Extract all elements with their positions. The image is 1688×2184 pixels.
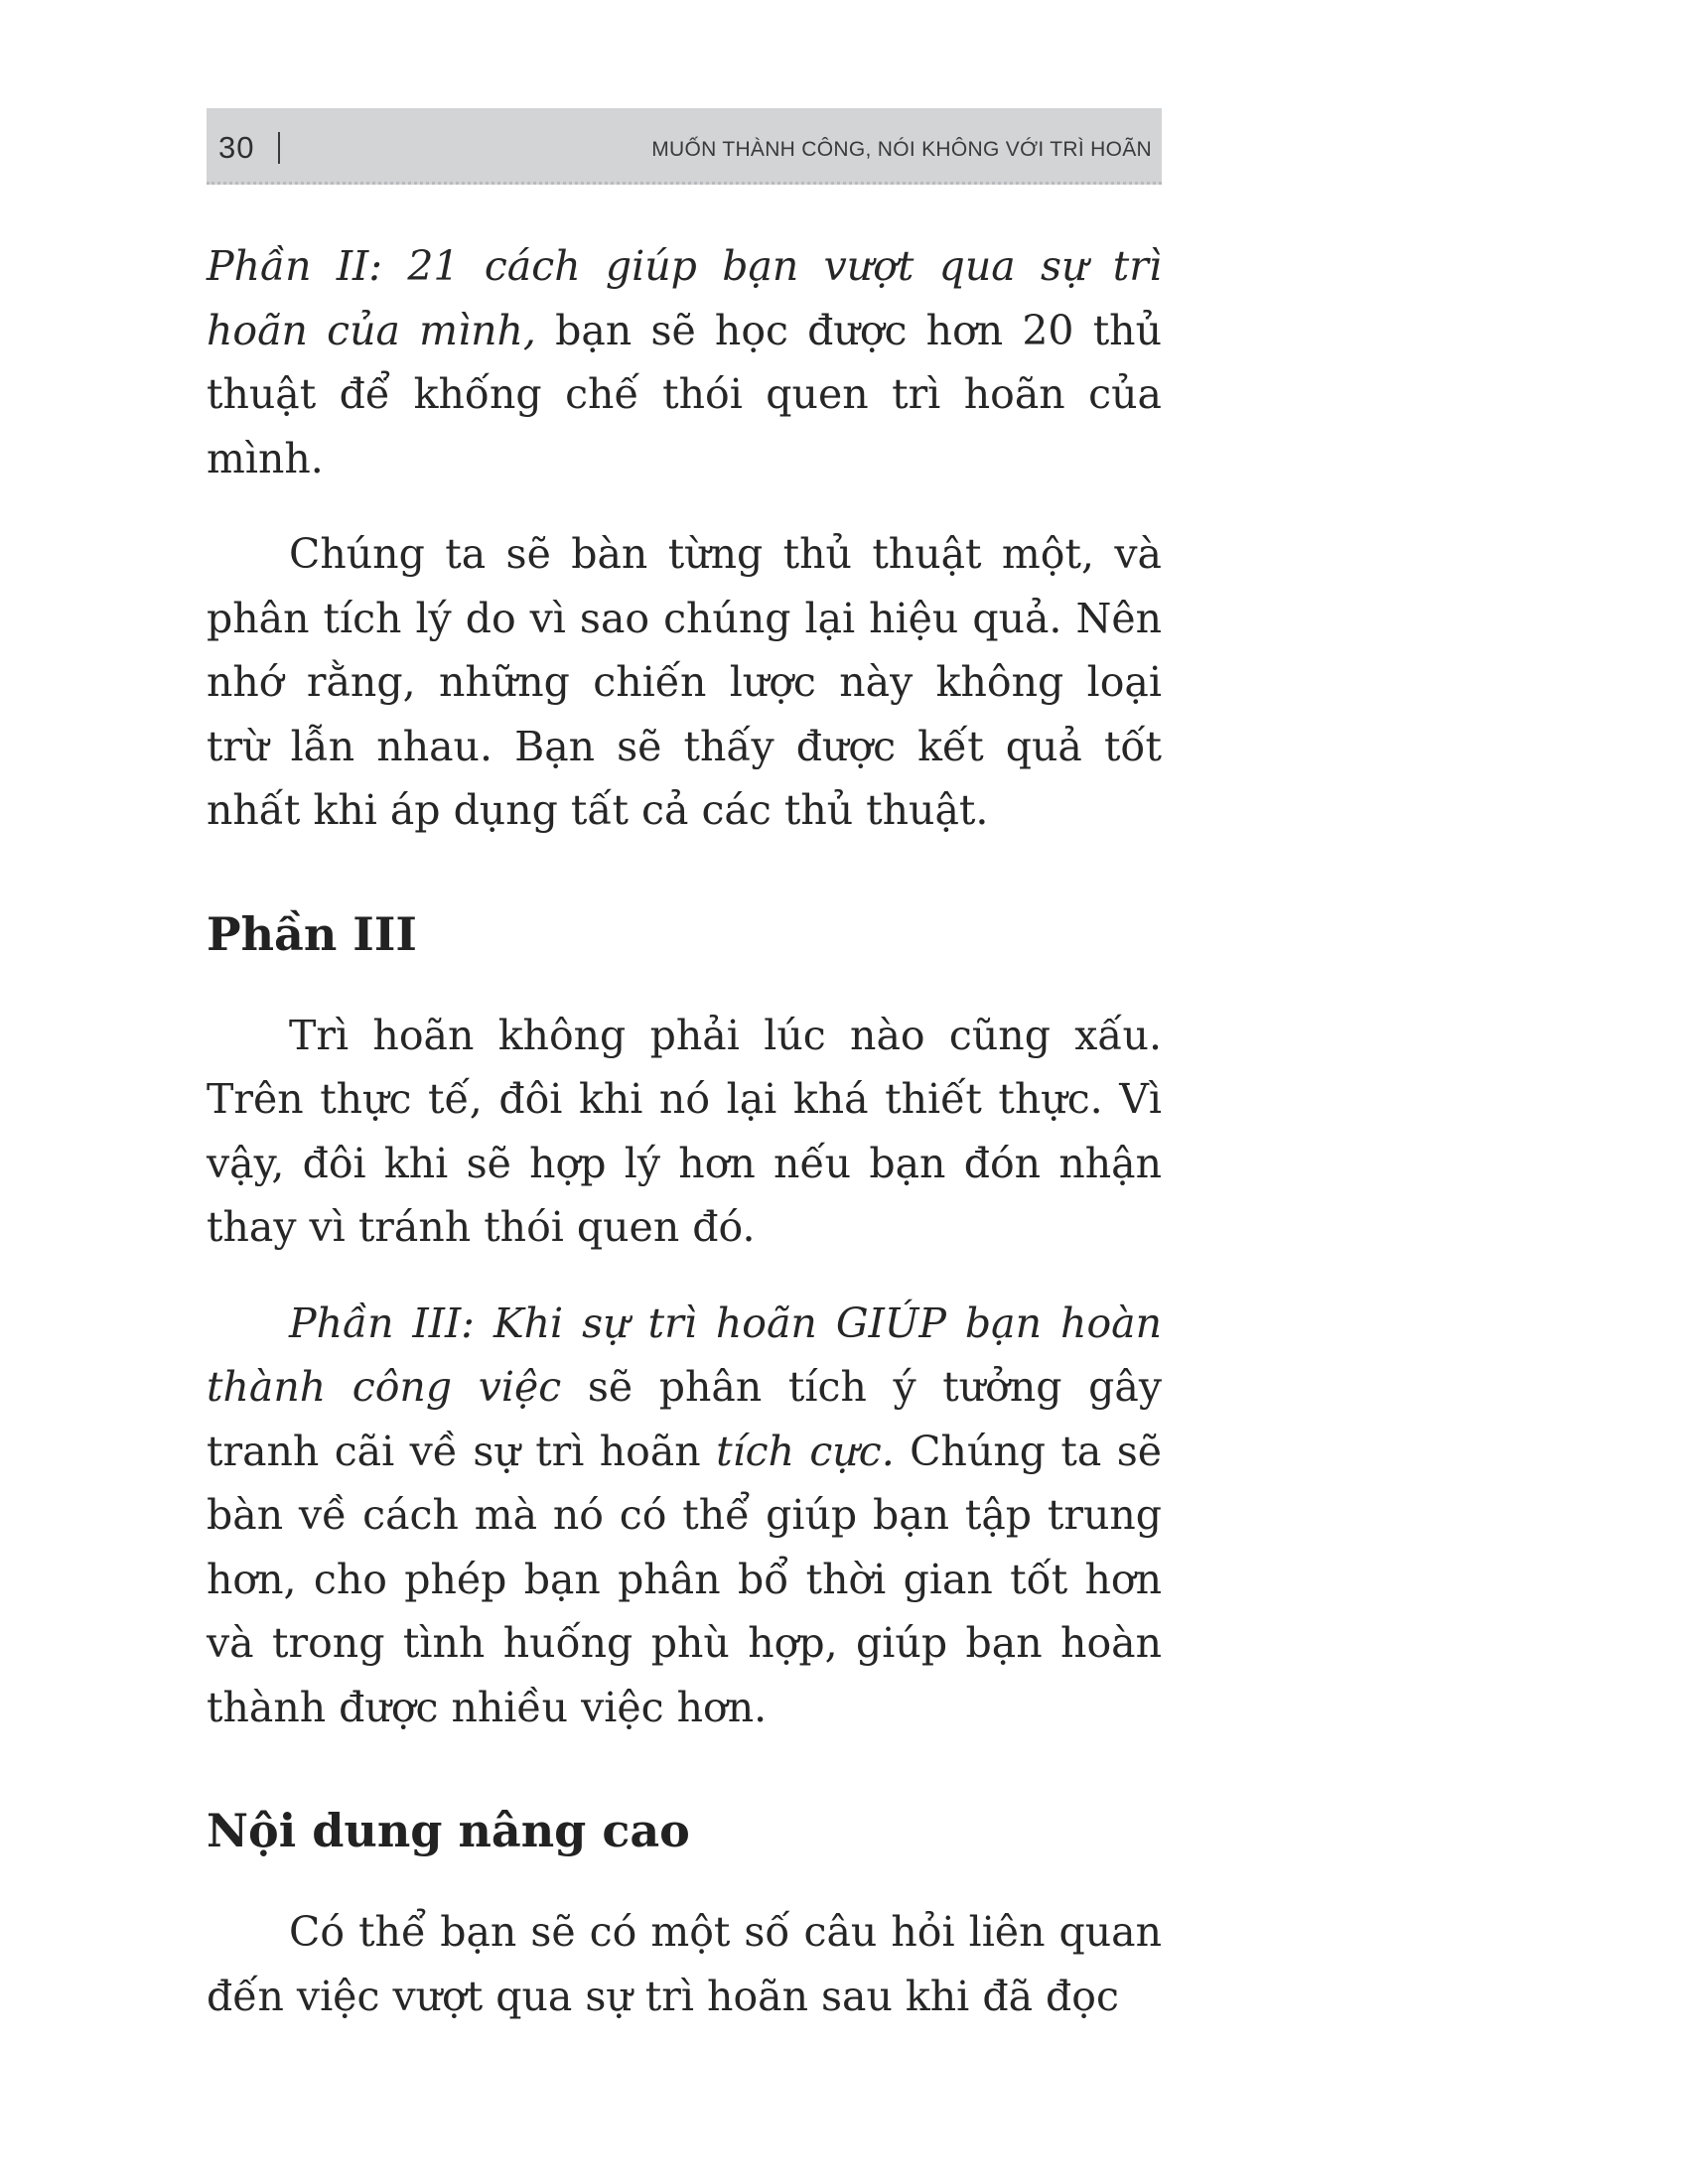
running-header bbox=[207, 108, 1162, 185]
paragraph-advanced-intro: Có thể bạn sẽ có một số câu hỏi liên quan đến việc vượt qua sự trì hoãn sau khi đã đọc bbox=[207, 1908, 1162, 2020]
header-divider bbox=[278, 132, 280, 164]
section-heading-part3: Phần III bbox=[207, 906, 417, 961]
paragraph-text: Chúng ta sẽ bàn về cách mà nó có thể giúp bạn tập trung hơn, cho phép bạn phân bổ thời gian tốt hơn và trong tình huống phù hợp, giúp bạn hoàn thành được nhiều việc hơn. bbox=[207, 1427, 1162, 1731]
paragraph-procrastination-not-bad: Trì hoãn không phải lúc nào cũng xấu. Trên thực tế, đôi khi nó lại khá thiết thực. Vì vậy, đôi khi sẽ hợp lý hơn nếu bạn đón nhận thay vì tránh thói quen đó. bbox=[207, 1011, 1162, 1251]
page-body bbox=[207, 234, 1162, 2028]
paragraph-part2-summary bbox=[207, 234, 1162, 490]
paragraph-text: sẽ phân tích ý tưởng gây tranh cãi về sự trì hoãn bbox=[207, 1363, 1162, 1475]
emphasis-text: tích cực. bbox=[716, 1427, 895, 1475]
running-title: MUỐN THÀNH CÔNG, NÓI KHÔNG VỚI TRÌ HOÃN bbox=[651, 138, 1152, 161]
section-heading-advanced: Nội dung nâng cao bbox=[207, 1804, 690, 1857]
page-number: 30 bbox=[218, 130, 255, 165]
paragraph-strategies: Chúng ta sẽ bàn từng thủ thuật một, và phân tích lý do vì sao chúng lại hiệu quả. Nên nhớ rằng, những chiến lược này không loại trừ lẫn nhau. Bạn sẽ thấy được kết quả tốt nhất khi áp dụng tất cả các thủ thuật. bbox=[207, 530, 1162, 834]
paragraph-part3-summary bbox=[207, 1292, 1162, 1740]
part2-title: Phần II: 21 cách giúp bạn vượt qua sự trì hoãn của mình, bbox=[207, 242, 1162, 354]
paragraph-text: bạn sẽ học được hơn 20 thủ thuật để khống chế thói quen trì hoãn của mình. bbox=[207, 306, 1162, 482]
part3-title: Phần III: Khi sự trì hoãn GIÚP bạn hoàn thành công việc bbox=[207, 1298, 1162, 1411]
